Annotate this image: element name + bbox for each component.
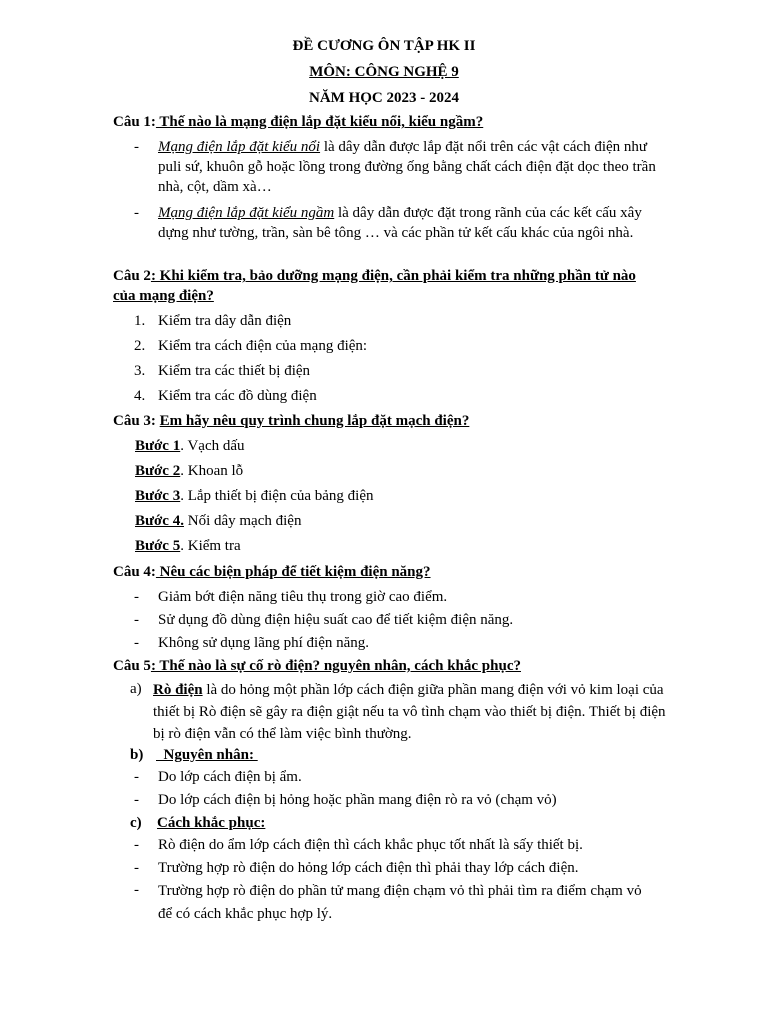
bullet: -	[134, 882, 139, 898]
step-text: . Khoan lỗ	[180, 463, 244, 479]
bullet: -	[134, 205, 139, 221]
question-3-text: Em hãy nêu quy trình chung lắp đặt mạch điện?	[159, 413, 470, 429]
leakage-text: là do hỏng một phần lớp cách điện giữa phần mang điện với vỏ kim loại của thiết bị Rò điện sẽ gây ra điện giật nếu ta vô tình chạm vào thiết bị điện. Thiết bị điện bị rò điện vẫn có thể làm việc bình thường.	[153, 682, 666, 742]
bullet: -	[134, 769, 139, 785]
q1-item-concealed-text: là dây dẫn được đặt trong rãnh của các kết cấu xây dựng như tường, trần, sàn bê tông … và các phần tử kết cấu khác của ngôi nhà.	[158, 205, 642, 241]
subject-title: MÔN: CÔNG NGHỆ 9	[309, 64, 459, 80]
list-item: Do lớp cách điện bị hỏng hoặc phần mang điện rò ra vỏ (chạm vỏ)	[158, 792, 557, 808]
step-2	[135, 461, 243, 481]
list-number: 3.	[134, 363, 146, 379]
bullet: -	[134, 837, 139, 853]
fixes-heading: Cách khắc phục:	[157, 815, 266, 831]
list-number: 1.	[134, 313, 146, 329]
question-5	[113, 656, 658, 676]
step-text: . Lắp thiết bị điện của bảng điện	[180, 488, 374, 504]
step-3	[135, 486, 374, 506]
question-5-label: Câu 5	[113, 658, 151, 674]
leakage-term: Rò điện	[153, 682, 203, 698]
q1-item-surface	[158, 137, 663, 197]
bullet: -	[134, 635, 139, 651]
question-2-text: : Khi kiểm tra, bảo dưỡng mạng điện, cần phải kiểm tra những phần tử nào của mạng điện?	[113, 268, 636, 304]
step-label: Bước 2	[135, 463, 181, 479]
list-item: Trường hợp rò điện do hỏng lớp cách điện thì phải thay lớp cách điện.	[158, 860, 579, 876]
q1-item-surface-term: Mạng điện lắp đặt kiểu nổi	[158, 139, 321, 155]
question-3	[113, 411, 658, 431]
step-label: Bước 4.	[135, 513, 184, 529]
bullet: -	[134, 860, 139, 876]
list-item: Trường hợp rò điện do phần tử mang điện chạm vỏ thì phải tìm ra điểm chạm vỏ để có cách khắc phục hợp lý.	[158, 883, 642, 922]
step-label: Bước 1	[135, 438, 181, 454]
question-5-text: : Thế nào là sự cố rò điện? nguyên nhân, cách khắc phục?	[150, 658, 521, 674]
question-3-label: Câu 3:	[113, 413, 160, 429]
question-2-label: Câu 2	[113, 268, 151, 284]
question-1-label: Câu 1:	[113, 114, 156, 130]
step-1	[135, 436, 245, 456]
list-item: Kiểm tra các thiết bị điện	[158, 363, 311, 379]
list-item: Rò điện do ẩm lớp cách điện thì cách khắc phục tốt nhất là sấy thiết bị.	[158, 837, 583, 853]
question-4	[113, 562, 658, 582]
sub-marker-b: b)	[130, 747, 144, 763]
school-year: NĂM HỌC 2023 - 2024	[309, 90, 459, 106]
list-item: Kiểm tra các đồ dùng điện	[158, 388, 317, 404]
list-item: Do lớp cách điện bị ẩm.	[158, 769, 302, 785]
question-1-text: Thế nào là mạng điện lắp đặt kiểu nổi, kiểu ngầm?	[155, 114, 484, 130]
bullet: -	[134, 589, 139, 605]
list-number: 4.	[134, 388, 146, 404]
list-item: Kiểm tra cách điện của mạng điện:	[158, 338, 368, 354]
question-4-label: Câu 4:	[113, 564, 156, 580]
bullet: -	[134, 139, 139, 155]
question-1	[113, 112, 658, 132]
list-number: 2.	[134, 338, 146, 354]
list-item: Giảm bớt điện năng tiêu thụ trong giờ cao điểm.	[158, 589, 448, 605]
step-label: Bước 5	[135, 538, 181, 554]
q1-item-concealed	[158, 203, 663, 243]
bullet: -	[134, 792, 139, 808]
q1-item-surface-text: là dây dẫn được lắp đặt nổi trên các vật cách điện như puli sứ, khuôn gỗ hoặc lồng trong đường ống bằng chất cách điện đặt dọc theo trần nhà, cột, dầm xà…	[158, 139, 656, 195]
question-2	[113, 266, 658, 306]
document-title: ĐỀ CƯƠNG ÔN TẬP HK II	[292, 38, 476, 54]
step-4	[135, 511, 301, 531]
step-text: . Kiểm tra	[180, 538, 241, 554]
question-4-text: Nêu các biện pháp để tiết kiệm điện năng?	[155, 564, 431, 580]
q1-item-concealed-term: Mạng điện lắp đặt kiểu ngầm	[158, 205, 335, 221]
step-text: Nối dây mạch điện	[183, 513, 302, 529]
list-item: Kiểm tra dây dẫn điện	[158, 313, 292, 329]
step-label: Bước 3	[135, 488, 181, 504]
sub-marker-a: a)	[130, 681, 142, 697]
step-text: . Vạch dấu	[180, 438, 245, 454]
step-5	[135, 536, 241, 556]
list-item: Sử dụng đồ dùng điện hiệu suất cao để tiết kiệm điện năng.	[158, 612, 514, 628]
sub-marker-c: c)	[130, 815, 142, 831]
list-item: Không sử dụng lãng phí điện năng.	[158, 635, 370, 651]
leakage-definition	[153, 679, 668, 745]
causes-heading: Nguyên nhân:	[156, 747, 258, 763]
bullet: -	[134, 612, 139, 628]
